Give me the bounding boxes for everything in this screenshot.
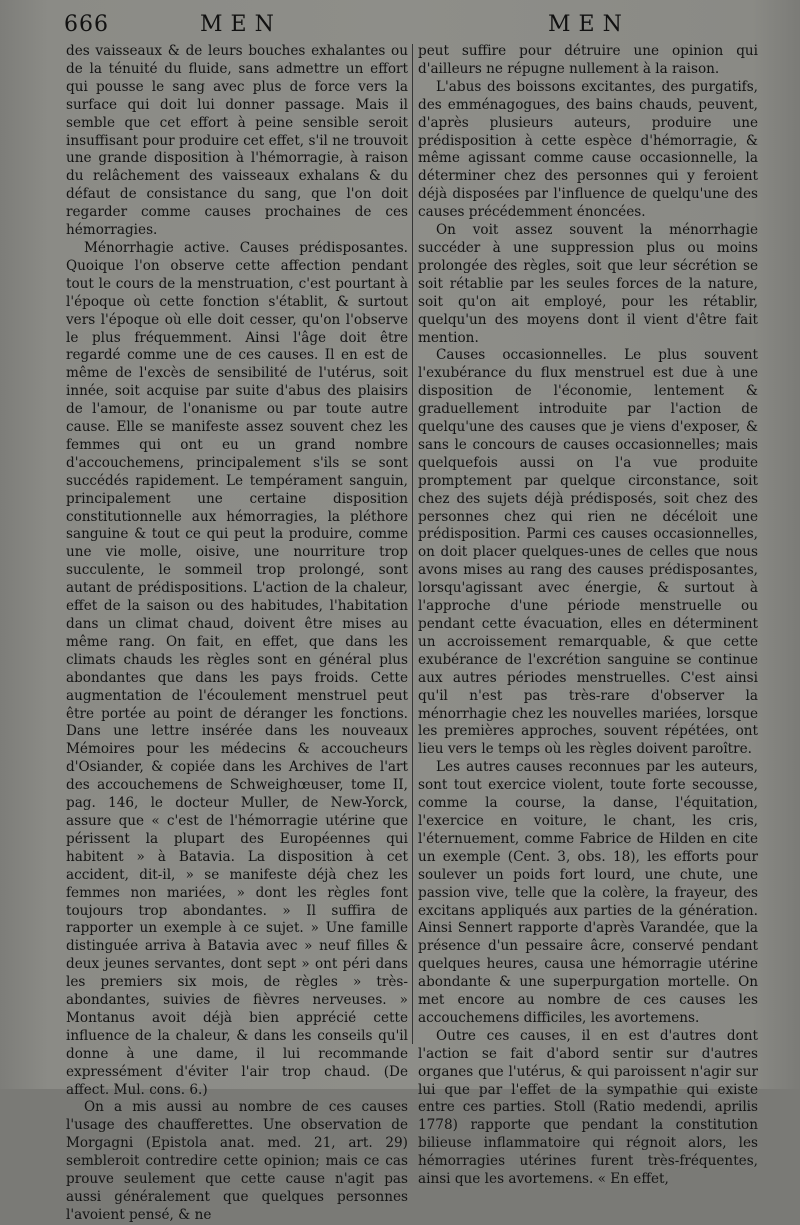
page-number: 666: [64, 12, 109, 37]
page-header: [0, 12, 800, 42]
paragraph: On voit assez souvent la ménorrhagie succéder à une suppression plus ou moins prolongée des règles, soit que leur sécrétion se soit rétablie par les seules forces de la nature, soit qu'on ait employé, pour les rétablir, quelqu'un des moyens dont il vient d'être fait mention.: [418, 222, 758, 346]
paragraph: Outre ces causes, il en est d'autres dont l'action se fait d'abord sentir sur d'autres organes que l'utérus, & qui paroissent n'agir sur lui que par l'effet de la sympathie qui existe entre ces parties. Stoll (Ratio medendi, aprilis 1778) rapporte que pendant la constitution bilieuse inflammatoire qui régnoit alors, les hémorragies utérines furent très-fréquentes, ainsi que les avortemens. « En effet,: [418, 1027, 758, 1188]
paragraph: Ménorrhagie active. Causes prédisposantes. Quoique l'on observe cette affection pendant tout le cours de la menstruation, c'est pourtant à l'époque où cette fonction s'établit, & surtout vers l'époque où elle doit cesser, qu'on l'observe le plus fréquemment. Ainsi l'âge doit être regardé comme une de ces causes. Il en est de même de l'excès de sensibilité de l'utérus, soit innée, soit acquise par suite d'abus des plaisirs de l'amour, de l'onanisme ou par toute autre cause. Elle se manifeste assez souvent chez les femmes qui ont eu un grand nombre d'accouchemens, principalement s'ils se sont succédés rapidement. Le tempérament sanguin, principalement une certaine disposition constitutionnelle aux hémorragies, la pléthore sanguine & tout ce qui peut la produire, comme une vie molle, oisive, une nourriture trop succulente, le sommeil trop prolongé, sont autant de prédispositions. L'action de la chaleur, effet de la saison ou des habitudes, l'habitation dans un climat chaud, doivent être mises au même rang. On fait, en effet, que dans les climats chauds les règles sont en général plus abondantes que dans les pays froids. Cette augmentation de l'écoulement menstruel peut être portée au point de déranger les fonctions. Dans une lettre insérée dans les nouveaux Mémoires pour les médecins & accoucheurs d'Osiander, & copiée dans les Archives de l'art des accouchemens de Schweighœuser, tome II, pag. 146, le docteur Muller, de New-Yorck, assure que « c'est de l'hémorragie utérine que périssent la plupart des Européennes qui habitent » à Batavia. La disposition à cet accident, dit-il, » se manifeste déjà chez les femmes non mariées, » dont les règles font toujours trop abondantes. » Il suffira de rapporter un exemple à ce sujet. » Une famille distinguée arriva à Batavia avec » neuf filles & deux jeunes servantes, dont sept » ont péri dans les premiers six mois, de règles » très-abondantes, suivies de fièvres nerveuses. » Montanus avoit déjà bien apprécié cette influence de la chaleur, & dans les conseils qu'il donne à une dame, il lui recommande expressément d'éviter l'air trop chaud. (De affect. Mul. cons. 6.): [66, 239, 408, 1098]
right-column: [418, 43, 758, 1189]
running-head-right: MEN: [548, 12, 630, 37]
paragraph: On a mis aussi au nombre de ces causes l'usage des chaufferettes. Une observation de Morgagni (Epistola anat. med. 21, art. 29) sembleroit contredire cette opinion; mais ce cas prouve seulement que cette cause n'agit pas aussi généralement que quelques personnes l'avoient pensé, & ne: [66, 1099, 408, 1223]
paragraph: des vaisseaux & de leurs bouches exhalantes ou de la ténuité du fluide, sans admettre un effort qui pousse le sang avec plus de force vers la surface qui doit lui donner passage. Mais il semble que cet effort à peine sensible seroit insuffisant pour produire cet effet, s'il ne trouvoit une grande disposition à l'hémorragie, à raison du relâchement des vaisseaux exhalans & du défaut de consistance du sang, que l'on doit regarder comme causes prochaines de ces hémorragies.: [66, 43, 408, 239]
paragraph: Les autres causes reconnues par les auteurs, sont tout exercice violent, toute forte secousse, comme la course, la danse, l'équitation, l'exercice en voiture, le chant, les cris, l'éternuement, comme Fabrice de Hilden en cite un exemple (Cent. 3, obs. 18), les efforts pour soulever un poids fort lourd, une chute, une passion vive, telle que la colère, la frayeur, des excitans appliqués aux parties de la génération. Ainsi Sennert rapporte d'après Varandée, que la présence d'un pessaire âcre, conservé pendant quelques heures, causa une hémorragie utérine abondante & une superpurgation mortelle. On met encore au nombre de ces causes les accouchemens difficiles, les avortemens.: [418, 759, 758, 1026]
column-divider: [412, 44, 413, 1044]
paragraph: Causes occasionnelles. Le plus souvent l'exubérance du flux menstruel est due à une disposition de l'économie, lentement & graduellement introduite par l'action de quelqu'une des causes que je viens d'exposer, & sans le concours de causes occasionnelles; mais quelquefois aussi on l'a vue produite promptement par quelque circonstance, soit chez des sujets déjà prédisposés, soit chez des personnes chez qui rien ne décéloit une prédisposition. Parmi ces causes occasionnelles, on doit placer quelques-unes de celles que nous avons mises au rang des causes prédisposantes, lorsqu'agissant avec énergie, & surtout à l'approche d'une période menstruelle ou pendant cette évacuation, elles en déterminent un accroissement remarquable, & que cette exubérance de l'excrétion sanguine se continue aux autres périodes menstruelles. C'est ainsi qu'il n'est pas très-rare d'observer la ménorrhagie chez les nouvelles mariées, lorsque les premières approches, souvent répétées, ont lieu vers le temps où les règles doivent paroître.: [418, 347, 758, 758]
paragraph: peut suffire pour détruire une opinion qui d'ailleurs ne répugne nullement à la raison.: [418, 43, 758, 77]
running-head-left: MEN: [200, 12, 282, 37]
paragraph: L'abus des boissons excitantes, des purgatifs, des emménagogues, des bains chauds, peuvent, d'après plusieurs auteurs, produire une prédisposition à cette espèce d'hémorragie, & même agissant comme cause occasionnelle, la déterminer chez des personnes qui y feroient déjà disposées par l'influence de quelqu'une des causes précédemment énoncées.: [418, 78, 758, 221]
left-column: [66, 43, 408, 1225]
